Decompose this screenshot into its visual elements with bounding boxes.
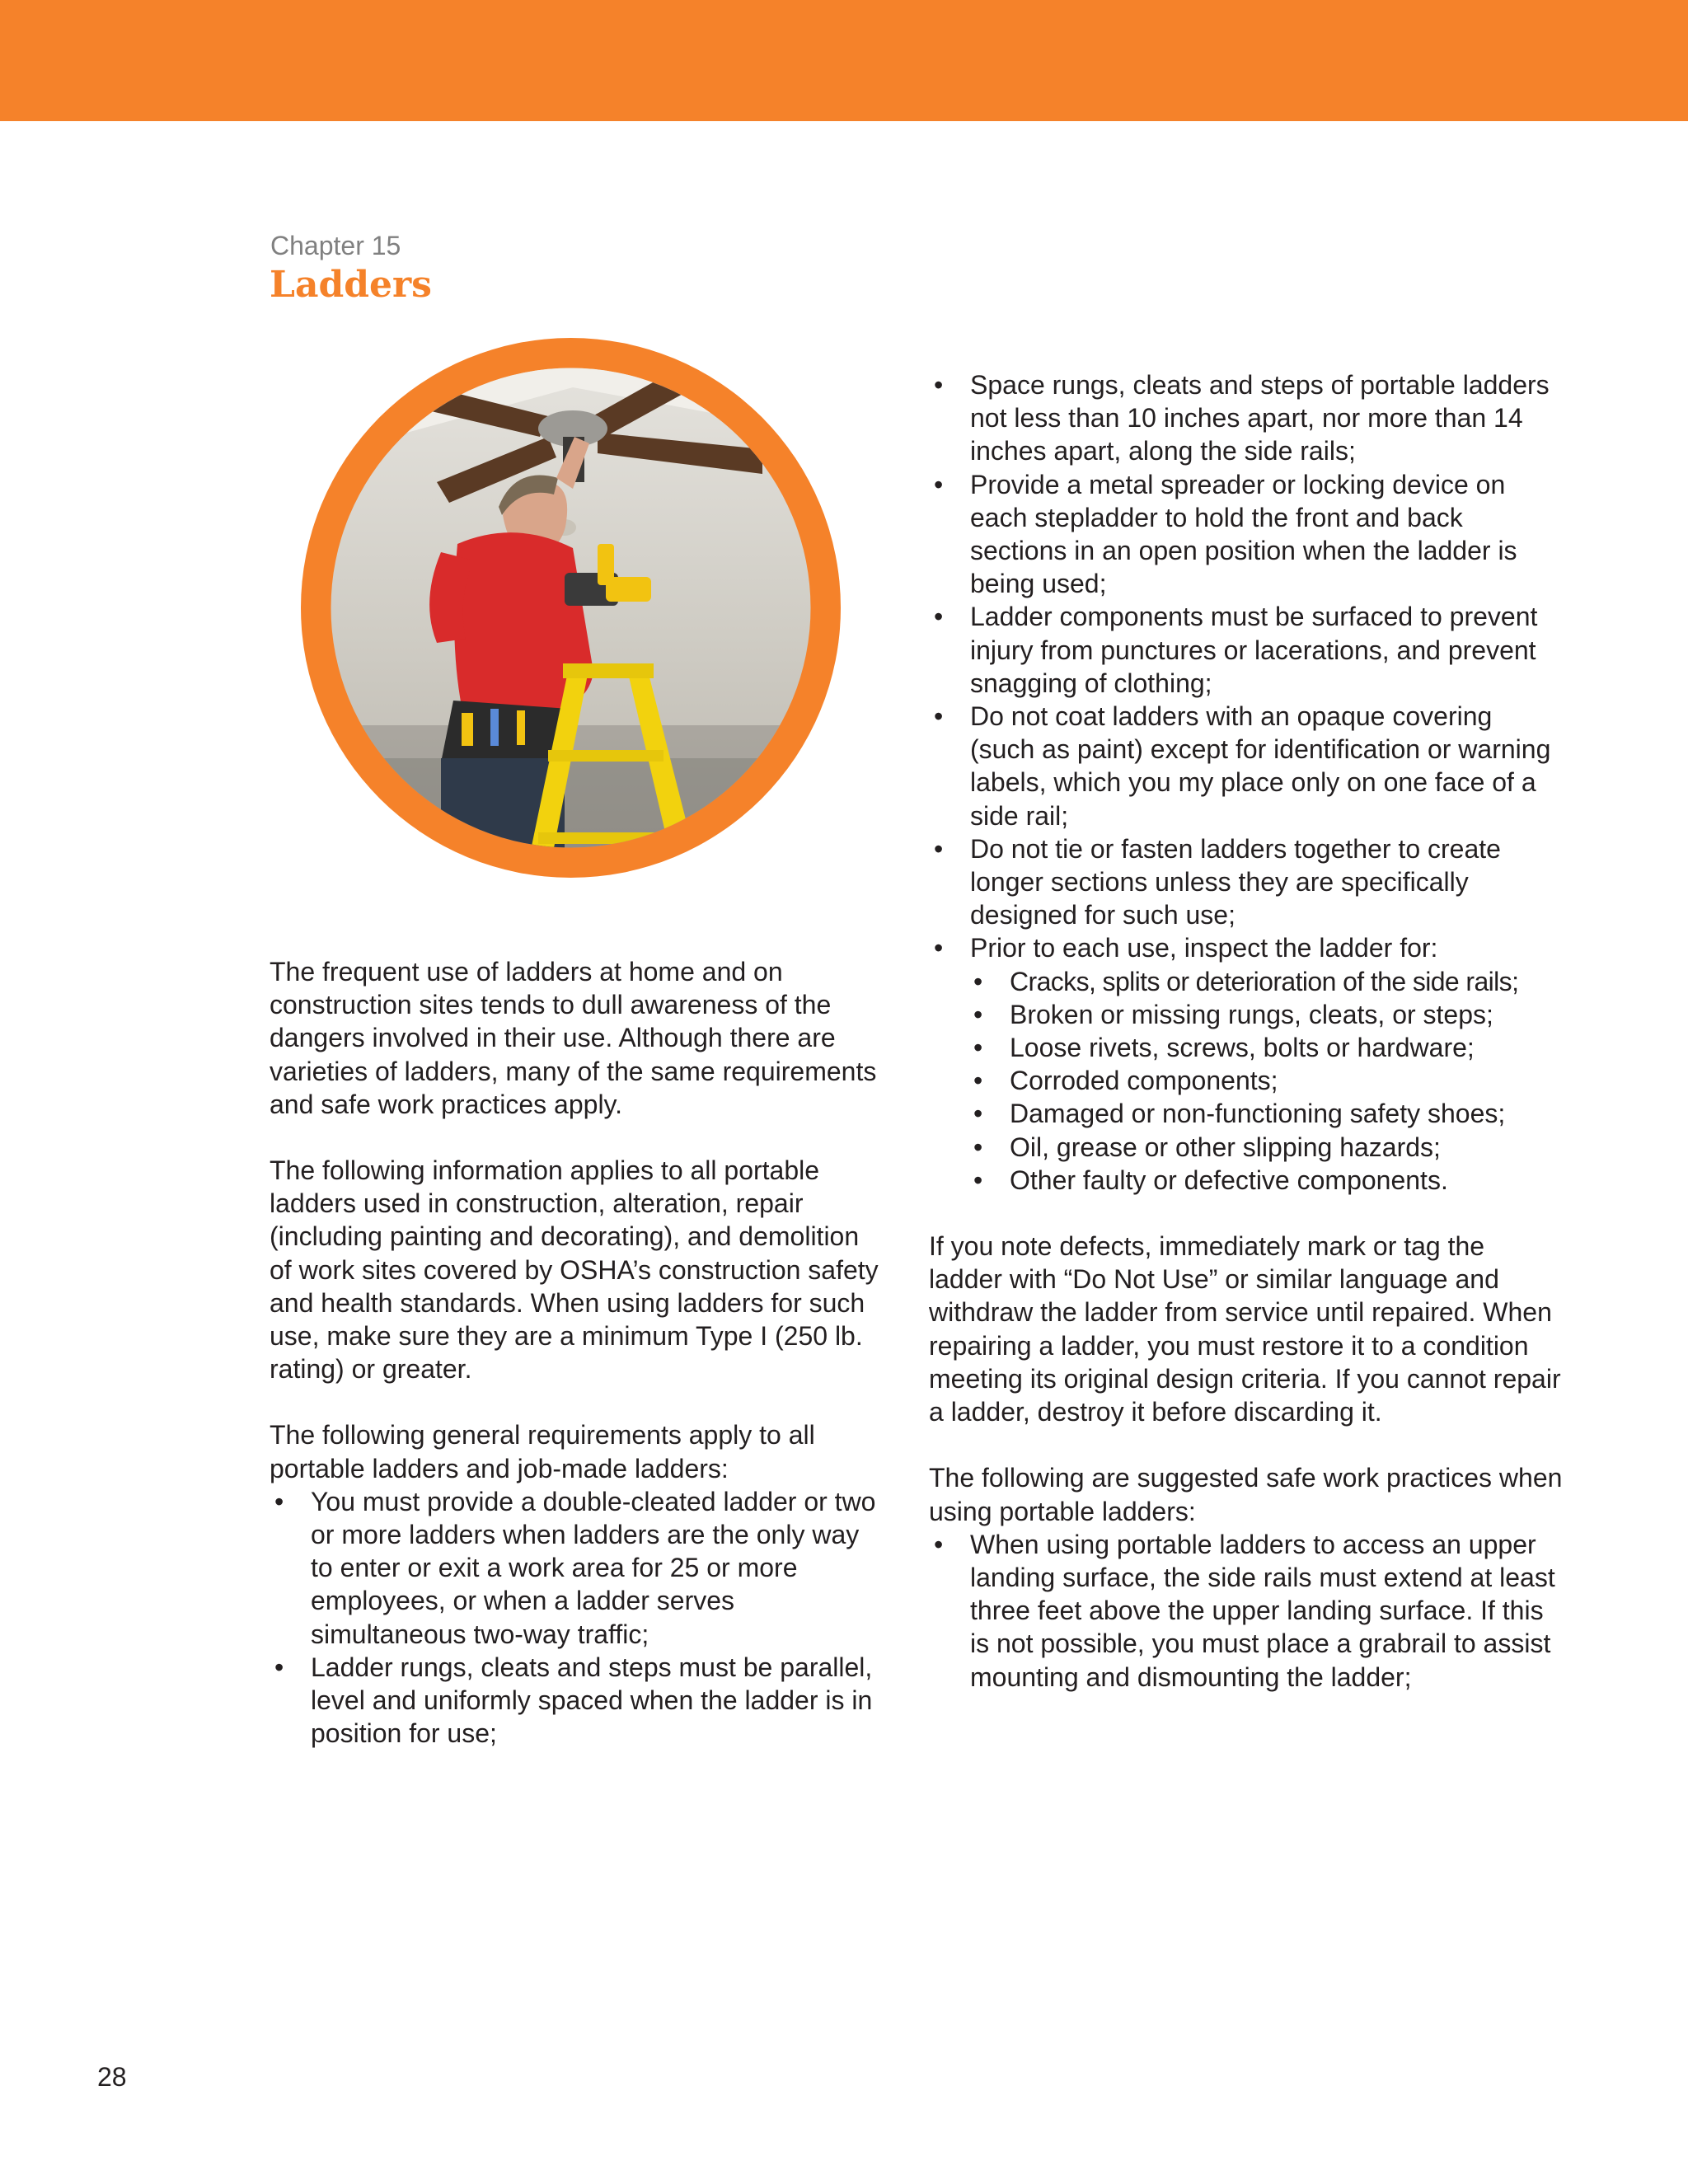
header-band xyxy=(0,0,1688,121)
list-item: • Damaged or non-functioning safety shoes; xyxy=(970,1097,1564,1130)
right-column xyxy=(929,368,1564,1694)
ladder-requirements-list xyxy=(929,368,1564,1197)
inspection-intro: Prior to each use, inspect the ladder for: xyxy=(970,933,1438,963)
list-item: • Cracks, splits or deterioration of the side rails; xyxy=(970,965,1564,998)
list-item: • Do not coat ladders with an opaque covering (such as paint) except for identification or warning labels, which you my place only on one face of a side rail; xyxy=(929,700,1564,832)
list-item: • Oil, grease or other slipping hazards; xyxy=(970,1131,1564,1164)
list-item: • Ladder rungs, cleats and steps must be parallel, level and uniformly spaced when the ladder is in position for use; xyxy=(270,1651,879,1750)
general-requirements-paragraph: The following general requirements apply to all portable ladders and job-made ladders: xyxy=(270,1420,815,1483)
applicability-paragraph: The following information applies to all portable ladders used in construction, alteration, repair (including painting and decorating), and demolition of work sites covered by OSHA’s construction safety and health standards. When using ladders for such use, make sure they are a minimum Type I (250 lb. rating) or greater. xyxy=(270,1155,879,1385)
list-item: • Corroded components; xyxy=(970,1064,1564,1097)
inspection-checklist xyxy=(970,965,1564,1197)
list-item: • Provide a metal spreader or locking device on each stepladder to hold the front and back sections in an open position when the ladder is being used; xyxy=(929,468,1564,601)
chapter-title: Ladders xyxy=(270,264,432,306)
intro-paragraph: The frequent use of ladders at home and on construction sites tends to dull awareness of the dangers involved in their use. Although there are varieties of ladders, many of the same requirements and safe work practices apply. xyxy=(270,957,877,1119)
list-item: • You must provide a double-cleated ladder or two or more ladders when ladders are the only way to enter or exit a work area for 25 or more employees, or when a ladder serves simultaneous two-way traffic; xyxy=(270,1485,879,1651)
list-item: • When using portable ladders to access an upper landing surface, the side rails must extend at least three feet above the upper landing surface. If this is not possible, you must place a grabrail to assist mounting and dismounting the ladder; xyxy=(929,1528,1564,1694)
safe-practices-list xyxy=(929,1528,1564,1694)
list-item: • Broken or missing rungs, cleats, or steps; xyxy=(970,998,1564,1031)
list-item: • Other faulty or defective components. xyxy=(970,1164,1564,1197)
page-number: 28 xyxy=(97,2062,127,2092)
safe-practices-paragraph: The following are suggested safe work practices when using portable ladders: xyxy=(929,1463,1563,1526)
list-item xyxy=(929,931,1564,1197)
list-item: • Loose rivets, screws, bolts or hardware; xyxy=(970,1031,1564,1064)
defects-paragraph: If you note defects, immediately mark or tag the ladder with “Do Not Use” or similar language and withdraw the ladder from service until repaired. When repairing a ladder, you must restore it to a condition meeting its original design criteria. If you cannot repair a ladder, destroy it before discarding it. xyxy=(929,1231,1561,1427)
list-item: • Space rungs, cleats and steps of portable ladders not less than 10 inches apart, nor more than 14 inches apart, along the side rails; xyxy=(929,368,1564,468)
general-requirements-list xyxy=(270,1485,879,1750)
ladder-worker-photo xyxy=(301,338,841,878)
list-item: • Do not tie or fasten ladders together to create longer sections unless they are specifically designed for such use; xyxy=(929,832,1564,932)
left-column xyxy=(270,955,879,1750)
chapter-label: Chapter 15 xyxy=(270,231,401,260)
list-item: • Ladder components must be surfaced to prevent injury from punctures or lacerations, and prevent snagging of clothing; xyxy=(929,600,1564,700)
